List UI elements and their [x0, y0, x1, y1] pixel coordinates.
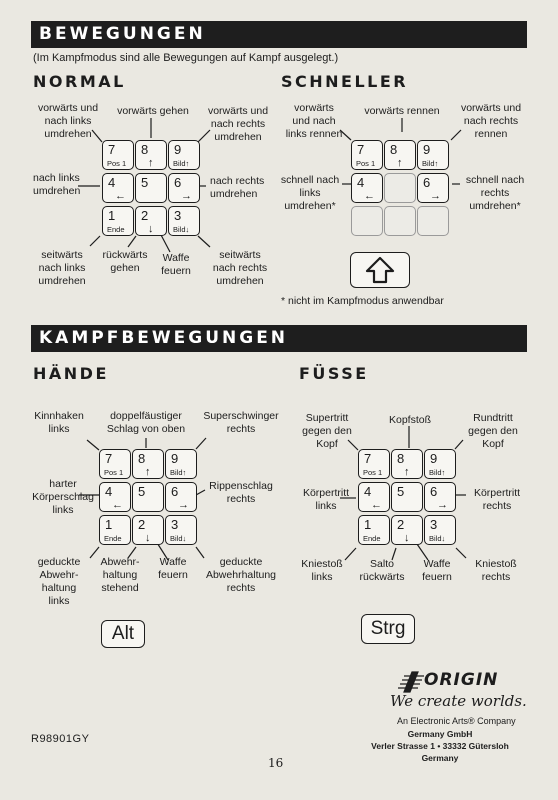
key-9: 9 Bild↑ — [417, 140, 449, 170]
fuesse-label-4: Körpertritt links — [302, 487, 350, 512]
company-germany: Germany GmbH — [407, 729, 473, 739]
haende-heading: HÄNDE — [33, 364, 109, 383]
fuesse-label-3: Kniestoß rechts — [475, 558, 517, 583]
key-8: 8 ↑ — [384, 140, 416, 170]
schneller-label-8: vorwärts rennen — [364, 105, 440, 117]
fuesse-heading: FÜSSE — [299, 364, 369, 383]
key-5: 5 — [135, 173, 167, 203]
normal-label-3: seitwärts nach rechts umdrehen — [212, 249, 268, 287]
section-header-movements: BEWEGUNGEN — [31, 21, 527, 48]
key-7: 7 Pos 1 — [102, 140, 134, 170]
haende-label-9: Superschwinger rechts — [203, 410, 279, 435]
normal-label-7: vorwärts und nach links umdrehen — [37, 102, 99, 140]
haende-label-5: Waffe feuern — [158, 556, 188, 581]
key-8: 8 ↑ — [132, 449, 164, 479]
section-header-combat: KAMPFBEWEGUNGEN — [31, 325, 527, 352]
haende-label-2: Abwehr- haltung stehend — [100, 556, 140, 594]
haende-label-4: harter Körperschlag links — [32, 478, 94, 516]
combat-mode-note: (Im Kampfmodus sind alle Bewegungen auf Kampf ausgelegt.) — [33, 52, 339, 64]
key-9: 9 Bild↑ — [168, 140, 200, 170]
key-5: 5 — [391, 482, 423, 512]
company-country: Germany — [421, 753, 459, 763]
normal-label-5: Waffe feuern — [161, 252, 191, 277]
key-6: 6 → — [417, 173, 449, 203]
key-8: 8 ↑ — [135, 140, 167, 170]
fuesse-label-2: Salto rückwärts — [359, 558, 405, 583]
key-3: 3 Bild↓ — [168, 206, 200, 236]
fuesse-label-7: Supertritt gegen den Kopf — [302, 412, 352, 450]
fuesse-label-6: Körpertritt rechts — [473, 487, 521, 512]
normal-label-2: rückwärts gehen — [102, 249, 148, 274]
normal-heading: NORMAL — [33, 72, 126, 91]
haende-label-3: geduckte Abwehrhaltung rechts — [205, 556, 277, 594]
key-7: 7 Pos 1 — [99, 449, 131, 479]
key-4: 4 ← — [351, 173, 383, 203]
key-9: 9 Bild↑ — [424, 449, 456, 479]
schneller-label-6: schnell nach rechts umdrehen* — [465, 174, 525, 212]
shift-arrow-icon — [365, 256, 395, 284]
normal-label-1: seitwärts nach links umdrehen — [38, 249, 86, 287]
key-6: 6 → — [168, 173, 200, 203]
key-3: 3 Bild↓ — [424, 515, 456, 545]
schneller-label-9: vorwärts und nach rechts rennen — [460, 102, 522, 140]
haende-label-7: Kinnhaken links — [34, 410, 84, 435]
key-6: 6 → — [165, 482, 197, 512]
normal-label-6: nach rechts umdrehen — [210, 175, 265, 200]
haende-label-6: Rippenschlag rechts — [209, 480, 273, 505]
key-4: 4 ← — [102, 173, 134, 203]
blank-key — [417, 206, 449, 236]
key-3: 3 Bild↓ — [165, 515, 197, 545]
strg-key: Strg — [361, 614, 415, 644]
key-1: 1 Ende — [102, 206, 134, 236]
alt-key: Alt — [101, 620, 145, 648]
shift-key — [350, 252, 410, 288]
normal-label-8: vorwärts gehen — [117, 105, 189, 117]
key-8: 8 ↑ — [391, 449, 423, 479]
fuesse-label-9: Rundtritt gegen den Kopf — [468, 412, 518, 450]
blank-key — [351, 206, 383, 236]
haende-label-1: geduckte Abwehr- haltung links — [37, 556, 81, 607]
company-line: An Electronic Arts® Company — [397, 716, 516, 726]
page-number: 16 — [268, 756, 284, 770]
product-code: R98901GY — [31, 733, 90, 745]
schneller-footnote: * nicht im Kampfmodus anwendbar — [281, 295, 444, 307]
key-1: 1 Ende — [99, 515, 131, 545]
key-9: 9 Bild↑ — [165, 449, 197, 479]
key-7: 7 Pos 1 — [351, 140, 383, 170]
schneller-label-7: vorwärts und nach links rennen — [285, 102, 343, 140]
key-2: 2 ↓ — [135, 206, 167, 236]
schneller-heading: SCHNELLER — [281, 72, 409, 91]
key-6: 6 → — [424, 482, 456, 512]
key-2: 2 ↓ — [132, 515, 164, 545]
tagline: We create worlds. — [390, 692, 527, 710]
key-2: 2 ↓ — [391, 515, 423, 545]
key-7: 7 Pos 1 — [358, 449, 390, 479]
key-1: 1 Ende — [358, 515, 390, 545]
blank-key — [384, 206, 416, 236]
fuesse-label-1: Kniestoß links — [301, 558, 343, 583]
fuesse-label-5: Waffe feuern — [422, 558, 452, 583]
key-4: 4 ← — [358, 482, 390, 512]
normal-label-4: nach links umdrehen — [33, 172, 81, 197]
haende-label-8: doppelfäustiger Schlag von oben — [106, 410, 186, 435]
company-address: Verler Strasse 1 • 33332 Gütersloh — [371, 741, 509, 751]
blank-key — [384, 173, 416, 203]
normal-label-9: vorwärts und nach rechts umdrehen — [207, 105, 269, 143]
fuesse-label-8: Kopfstoß — [388, 414, 432, 426]
schneller-label-4: schnell nach links umdrehen* — [280, 174, 340, 212]
origin-wordmark: ORIGIN — [424, 670, 499, 690]
key-4: 4 ← — [99, 482, 131, 512]
key-5: 5 — [132, 482, 164, 512]
